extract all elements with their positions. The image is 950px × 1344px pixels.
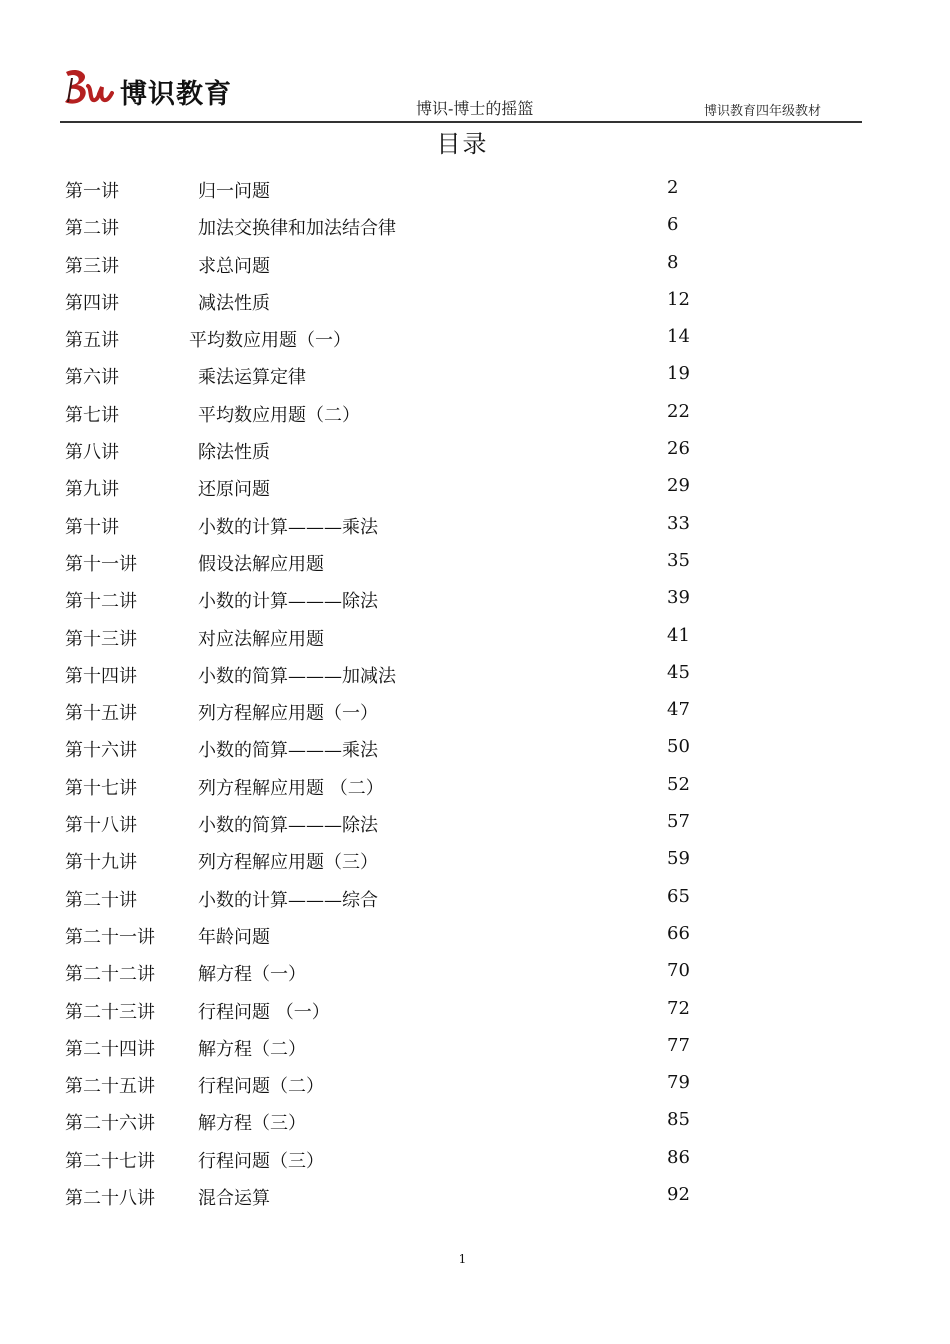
toc-entry[interactable] [0, 880, 950, 917]
toc-topic-title: 行程问题 （一） [198, 1001, 330, 1023]
toc-entry[interactable] [0, 1029, 950, 1066]
toc-page-number: 45 [667, 661, 690, 683]
toc-entry[interactable] [0, 208, 950, 245]
toc-lecture-label: 第十二讲 [65, 591, 137, 613]
toc-lecture-label: 第十四讲 [65, 665, 137, 687]
toc-topic-title: 列方程解应用题（一） [198, 703, 378, 725]
toc-lecture-label: 第三讲 [65, 255, 119, 277]
toc-lecture-label: 第四讲 [65, 292, 119, 314]
toc-page-number: 19 [667, 363, 690, 385]
brand-name: 博识教育 [120, 79, 232, 110]
toc-lecture-label: 第十五讲 [65, 703, 137, 725]
toc-page-number: 79 [667, 1072, 690, 1094]
toc-page-number: 29 [667, 475, 690, 497]
toc-entry[interactable] [0, 246, 950, 283]
page-header [0, 0, 950, 124]
toc-lecture-label: 第五讲 [65, 330, 119, 352]
toc-lecture-label: 第八讲 [65, 442, 119, 464]
toc-entry[interactable] [0, 395, 950, 432]
toc-topic-title: 小数的简算———加减法 [198, 665, 396, 687]
toc-topic-title: 小数的简算———除法 [198, 815, 378, 837]
toc-lecture-label: 第二十七讲 [65, 1150, 155, 1172]
toc-topic-title: 除法性质 [198, 442, 270, 464]
toc-entry[interactable] [0, 805, 950, 842]
toc-lecture-label: 第二十一讲 [65, 926, 155, 948]
toc-page-number: 65 [667, 885, 690, 907]
toc-topic-title: 对应法解应用题 [198, 628, 324, 650]
toc-page-number: 22 [667, 400, 690, 422]
toc-topic-title: 小数的计算———除法 [198, 591, 378, 613]
toc-entry[interactable] [0, 693, 950, 730]
toc-lecture-label: 第一讲 [65, 181, 119, 202]
toc-topic-title: 乘法运算定律 [198, 367, 306, 389]
toc-lecture-label: 第二十四讲 [65, 1038, 155, 1060]
toc-topic-title: 平均数应用题（一） [189, 330, 351, 352]
toc-entry[interactable] [0, 619, 950, 656]
toc-topic-title: 减法性质 [198, 292, 270, 314]
toc-topic-title: 假设法解应用题 [198, 553, 324, 575]
toc-topic-title: 小数的简算———乘法 [198, 740, 378, 762]
toc-lecture-label: 第二十讲 [65, 889, 137, 911]
toc-entry[interactable] [0, 507, 950, 544]
toc-entry[interactable] [0, 656, 950, 693]
header-divider [60, 121, 862, 123]
header-slogan: 博识-博士的摇篮 [416, 99, 534, 118]
toc-page-number: 70 [667, 960, 690, 982]
toc-page-number: 8 [667, 251, 679, 273]
toc-page-number: 6 [667, 214, 679, 236]
toc-topic-title: 还原问题 [198, 479, 270, 501]
toc-lecture-label: 第九讲 [65, 479, 119, 501]
toc-entry[interactable] [0, 954, 950, 991]
toc-entry[interactable] [0, 357, 950, 394]
toc-entry[interactable] [0, 320, 950, 357]
toc-page-number: 50 [667, 736, 690, 758]
toc-lecture-label: 第十讲 [65, 516, 119, 538]
toc-topic-title: 行程问题（二） [198, 1076, 324, 1098]
toc-lecture-label: 第十七讲 [65, 777, 137, 799]
toc-entry[interactable] [0, 469, 950, 506]
toc-topic-title: 小数的计算———乘法 [198, 516, 378, 538]
toc-entry[interactable] [0, 1103, 950, 1140]
toc-entry[interactable] [0, 1178, 950, 1215]
toc-topic-title: 解方程（三） [198, 1113, 306, 1135]
toc-page-number: 41 [667, 624, 690, 646]
toc-lecture-label: 第二十二讲 [65, 964, 155, 986]
toc-page-number: 57 [667, 811, 690, 833]
toc-lecture-label: 第七讲 [65, 404, 119, 426]
toc-topic-title: 解方程（二） [198, 1038, 306, 1060]
toc-topic-title: 年龄问题 [198, 926, 270, 948]
toc-page-number: 77 [667, 1034, 690, 1056]
toc-entry[interactable] [0, 171, 950, 208]
toc-page-number: 14 [667, 326, 690, 348]
toc-entry[interactable] [0, 432, 950, 469]
toc-lecture-label: 第二十六讲 [65, 1113, 155, 1135]
toc-lecture-label: 第十八讲 [65, 815, 137, 837]
toc-lecture-label: 第二十八讲 [65, 1188, 155, 1210]
header-book-title: 博识教育四年级教材 [704, 104, 822, 119]
toc-page-number: 52 [667, 773, 690, 795]
toc-entry[interactable] [0, 768, 950, 805]
toc-entry[interactable] [0, 730, 950, 767]
toc-lecture-label: 第二十五讲 [65, 1076, 155, 1098]
toc-topic-title: 平均数应用题（二） [198, 404, 360, 426]
toc-page-number: 66 [667, 922, 690, 944]
toc-lecture-label: 第二十三讲 [65, 1001, 155, 1023]
toc-entry[interactable] [0, 992, 950, 1029]
toc-entry[interactable] [0, 283, 950, 320]
toc-entry[interactable] [0, 917, 950, 954]
toc-entry[interactable] [0, 1066, 950, 1103]
table-of-contents [0, 171, 950, 1215]
toc-page-number: 39 [667, 587, 690, 609]
toc-page-number: 26 [667, 438, 690, 460]
toc-lecture-label: 第十九讲 [65, 852, 137, 874]
toc-lecture-label: 第六讲 [65, 367, 119, 389]
toc-page-number: 12 [667, 288, 690, 310]
page-number: 1 [458, 1252, 467, 1266]
toc-topic-title: 列方程解应用题（三） [198, 852, 378, 874]
toc-topic-title: 归一问题 [198, 181, 270, 202]
toc-entry[interactable] [0, 1141, 950, 1178]
toc-page-number: 35 [667, 549, 690, 571]
toc-topic-title: 小数的计算———综合 [198, 889, 378, 911]
toc-page-number: 33 [667, 512, 690, 534]
toc-topic-title: 解方程（一） [198, 964, 306, 986]
toc-entry[interactable] [0, 581, 950, 618]
boshi-logo-icon [62, 66, 114, 108]
toc-topic-title: 求总问题 [198, 255, 270, 277]
toc-lecture-label: 第二讲 [65, 218, 119, 240]
toc-page-number: 72 [667, 997, 690, 1019]
toc-entry[interactable] [0, 842, 950, 879]
toc-page-number: 92 [667, 1184, 690, 1206]
toc-page-number: 59 [667, 848, 690, 870]
toc-entry[interactable] [0, 544, 950, 581]
toc-title: 目录 [436, 130, 489, 158]
toc-topic-title: 列方程解应用题 （二） [198, 777, 384, 799]
toc-page-number: 2 [667, 177, 679, 198]
toc-page-number: 86 [667, 1146, 690, 1168]
toc-lecture-label: 第十一讲 [65, 553, 137, 575]
toc-lecture-label: 第十三讲 [65, 628, 137, 650]
toc-topic-title: 混合运算 [198, 1188, 270, 1210]
toc-lecture-label: 第十六讲 [65, 740, 137, 762]
toc-topic-title: 加法交换律和加法结合律 [198, 218, 396, 240]
toc-page-number: 85 [667, 1109, 690, 1131]
toc-page-number: 47 [667, 699, 690, 721]
toc-topic-title: 行程问题（三） [198, 1150, 324, 1172]
